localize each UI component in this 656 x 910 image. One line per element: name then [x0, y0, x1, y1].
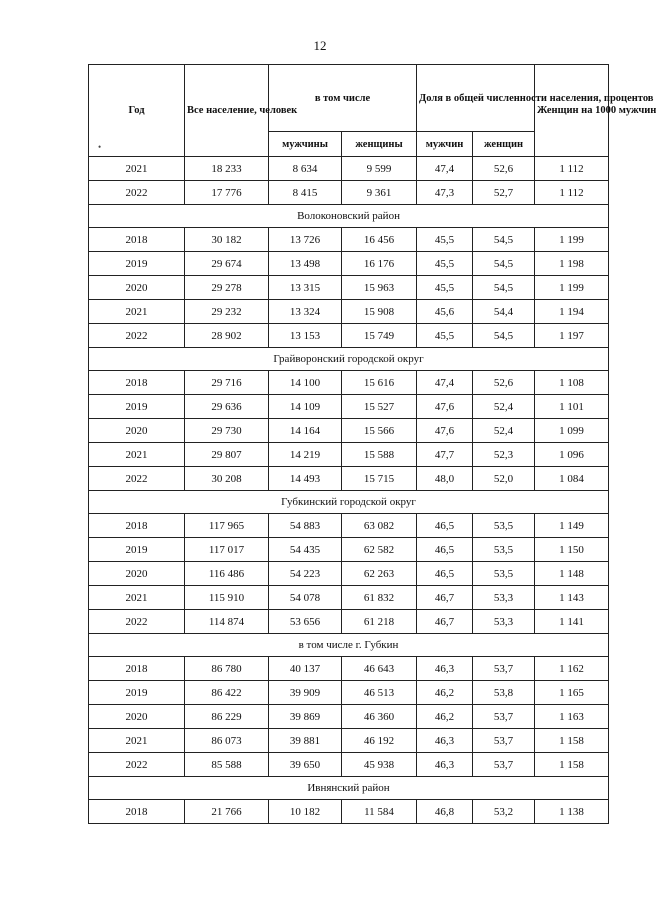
- section-header-row: [89, 205, 609, 228]
- men-share-cell: 45,5: [417, 228, 473, 252]
- women-per-1000-cell: 1 158: [535, 753, 609, 777]
- table-row: [89, 300, 609, 324]
- header-men: мужчины: [269, 132, 342, 157]
- year-cell: 2022: [89, 753, 185, 777]
- table-header: [89, 65, 656, 157]
- year-cell: 2019: [89, 395, 185, 419]
- men-cell: 39 909: [269, 681, 342, 705]
- total-cell: 115 910: [185, 586, 269, 610]
- section-title: в том числе г. Губкин: [89, 634, 609, 657]
- women-per-1000-cell: 1 199: [535, 228, 609, 252]
- year-cell: 2021: [89, 586, 185, 610]
- section-header-row: [89, 348, 609, 371]
- table-row: [89, 371, 609, 395]
- women-cell: 46 360: [342, 705, 417, 729]
- women-share-cell: 52,4: [473, 395, 535, 419]
- table-row: [89, 586, 609, 610]
- women-cell: 62 263: [342, 562, 417, 586]
- men-share-cell: 46,8: [417, 800, 473, 824]
- women-per-1000-cell: 1 138: [535, 800, 609, 824]
- women-cell: 16 456: [342, 228, 417, 252]
- men-share-cell: 45,6: [417, 300, 473, 324]
- year-cell: 2021: [89, 157, 185, 181]
- men-cell: 54 223: [269, 562, 342, 586]
- header-including: в том числе: [269, 65, 417, 132]
- women-share-cell: 53,7: [473, 705, 535, 729]
- men-share-cell: 46,5: [417, 562, 473, 586]
- women-per-1000-cell: 1 158: [535, 729, 609, 753]
- men-share-cell: 46,5: [417, 514, 473, 538]
- women-per-1000-cell: 1 199: [535, 276, 609, 300]
- women-share-cell: 52,7: [473, 181, 535, 205]
- year-cell: 2021: [89, 300, 185, 324]
- table-row: [89, 705, 609, 729]
- men-cell: 14 219: [269, 443, 342, 467]
- women-share-cell: 54,5: [473, 252, 535, 276]
- total-cell: 29 278: [185, 276, 269, 300]
- year-cell: 2020: [89, 705, 185, 729]
- year-cell: 2019: [89, 252, 185, 276]
- men-cell: 53 656: [269, 610, 342, 634]
- table-row: [89, 562, 609, 586]
- men-share-cell: 46,2: [417, 681, 473, 705]
- year-cell: 2018: [89, 371, 185, 395]
- section-title: Грайворонский городской округ: [89, 348, 609, 371]
- year-cell: 2022: [89, 610, 185, 634]
- women-cell: 16 176: [342, 252, 417, 276]
- women-per-1000-cell: 1 099: [535, 419, 609, 443]
- women-cell: 9 599: [342, 157, 417, 181]
- total-cell: 86 780: [185, 657, 269, 681]
- women-cell: 9 361: [342, 181, 417, 205]
- total-cell: 85 588: [185, 753, 269, 777]
- table-row: [89, 276, 609, 300]
- women-cell: 11 584: [342, 800, 417, 824]
- table-row: [89, 157, 609, 181]
- table-row: [89, 395, 609, 419]
- header-men-share: мужчин: [417, 132, 473, 157]
- men-share-cell: 46,2: [417, 705, 473, 729]
- total-cell: 29 730: [185, 419, 269, 443]
- table-row: [89, 681, 609, 705]
- women-cell: 45 938: [342, 753, 417, 777]
- header-share: Доля в общей численности населения, процентов: [417, 65, 535, 132]
- women-share-cell: 52,6: [473, 157, 535, 181]
- header-women-per-1000: Женщин на 1000 мужчин: [535, 65, 609, 157]
- total-cell: 86 229: [185, 705, 269, 729]
- women-cell: 63 082: [342, 514, 417, 538]
- men-cell: 54 435: [269, 538, 342, 562]
- men-share-cell: 47,3: [417, 181, 473, 205]
- men-cell: 14 100: [269, 371, 342, 395]
- women-cell: 46 513: [342, 681, 417, 705]
- page-number: 12: [313, 38, 327, 53]
- men-cell: 54 078: [269, 586, 342, 610]
- year-cell: 2021: [89, 729, 185, 753]
- total-cell: 29 807: [185, 443, 269, 467]
- section-title: Ивнянский район: [89, 777, 609, 800]
- table-row: [89, 419, 609, 443]
- women-share-cell: 54,5: [473, 276, 535, 300]
- year-cell: 2018: [89, 657, 185, 681]
- women-share-cell: 54,5: [473, 228, 535, 252]
- women-per-1000-cell: 1 165: [535, 681, 609, 705]
- women-share-cell: 53,2: [473, 800, 535, 824]
- men-cell: 13 315: [269, 276, 342, 300]
- table-body: [89, 157, 609, 824]
- men-share-cell: 46,3: [417, 729, 473, 753]
- women-per-1000-cell: 1 198: [535, 252, 609, 276]
- total-cell: 29 716: [185, 371, 269, 395]
- total-cell: 17 776: [185, 181, 269, 205]
- men-share-cell: 47,6: [417, 395, 473, 419]
- men-cell: 10 182: [269, 800, 342, 824]
- section-header-row: [89, 491, 609, 514]
- women-share-cell: 52,0: [473, 467, 535, 491]
- women-per-1000-cell: 1 150: [535, 538, 609, 562]
- header-women: женщины: [342, 132, 417, 157]
- men-cell: 39 869: [269, 705, 342, 729]
- table-row: [89, 753, 609, 777]
- men-share-cell: 48,0: [417, 467, 473, 491]
- women-cell: 15 566: [342, 419, 417, 443]
- men-share-cell: 46,7: [417, 610, 473, 634]
- year-cell: 2019: [89, 538, 185, 562]
- men-cell: 14 493: [269, 467, 342, 491]
- women-share-cell: 54,4: [473, 300, 535, 324]
- total-cell: 117 965: [185, 514, 269, 538]
- women-cell: 15 963: [342, 276, 417, 300]
- women-cell: 61 218: [342, 610, 417, 634]
- year-cell: 2022: [89, 324, 185, 348]
- women-cell: 15 616: [342, 371, 417, 395]
- section-header-row: [89, 634, 609, 657]
- women-share-cell: 53,5: [473, 514, 535, 538]
- table-row: [89, 443, 609, 467]
- women-share-cell: 53,3: [473, 610, 535, 634]
- section-title: Волоконовский район: [89, 205, 609, 228]
- women-share-cell: 53,7: [473, 753, 535, 777]
- table-row: [89, 729, 609, 753]
- section-title: Губкинский городской округ: [89, 491, 609, 514]
- men-cell: 14 109: [269, 395, 342, 419]
- men-share-cell: 45,5: [417, 276, 473, 300]
- total-cell: 117 017: [185, 538, 269, 562]
- women-cell: 62 582: [342, 538, 417, 562]
- men-cell: 14 164: [269, 419, 342, 443]
- total-cell: 29 674: [185, 252, 269, 276]
- header-total: Все население, человек: [185, 65, 269, 157]
- women-per-1000-cell: 1 084: [535, 467, 609, 491]
- women-share-cell: 54,5: [473, 324, 535, 348]
- total-cell: 86 073: [185, 729, 269, 753]
- population-table: [88, 64, 656, 824]
- men-cell: 8 415: [269, 181, 342, 205]
- women-share-cell: 53,5: [473, 538, 535, 562]
- year-cell: 2022: [89, 467, 185, 491]
- women-cell: 15 588: [342, 443, 417, 467]
- table-row: [89, 181, 609, 205]
- women-share-cell: 53,3: [473, 586, 535, 610]
- men-cell: 39 881: [269, 729, 342, 753]
- table-row: [89, 252, 609, 276]
- table-row: [89, 657, 609, 681]
- women-cell: 15 527: [342, 395, 417, 419]
- year-cell: 2021: [89, 443, 185, 467]
- men-cell: 54 883: [269, 514, 342, 538]
- men-share-cell: 47,7: [417, 443, 473, 467]
- total-cell: 28 902: [185, 324, 269, 348]
- women-share-cell: 53,5: [473, 562, 535, 586]
- men-cell: 13 726: [269, 228, 342, 252]
- total-cell: 29 636: [185, 395, 269, 419]
- women-cell: 15 908: [342, 300, 417, 324]
- men-share-cell: 46,3: [417, 753, 473, 777]
- women-share-cell: 53,7: [473, 729, 535, 753]
- women-per-1000-cell: 1 143: [535, 586, 609, 610]
- scan-mark: •: [98, 142, 102, 152]
- total-cell: 30 208: [185, 467, 269, 491]
- women-share-cell: 53,8: [473, 681, 535, 705]
- table-row: [89, 538, 609, 562]
- women-per-1000-cell: 1 112: [535, 181, 609, 205]
- men-share-cell: 45,5: [417, 324, 473, 348]
- women-per-1000-cell: 1 096: [535, 443, 609, 467]
- women-per-1000-cell: 1 112: [535, 157, 609, 181]
- women-per-1000-cell: 1 101: [535, 395, 609, 419]
- year-cell: 2020: [89, 276, 185, 300]
- men-cell: 40 137: [269, 657, 342, 681]
- header-women-share: женщин: [473, 132, 535, 157]
- women-cell: 15 715: [342, 467, 417, 491]
- table-row: [89, 467, 609, 491]
- table-row: [89, 610, 609, 634]
- total-cell: 86 422: [185, 681, 269, 705]
- table-row: [89, 800, 609, 824]
- women-per-1000-cell: 1 197: [535, 324, 609, 348]
- men-cell: 13 498: [269, 252, 342, 276]
- men-cell: 8 634: [269, 157, 342, 181]
- total-cell: 116 486: [185, 562, 269, 586]
- men-cell: 39 650: [269, 753, 342, 777]
- women-per-1000-cell: 1 148: [535, 562, 609, 586]
- men-cell: 13 324: [269, 300, 342, 324]
- men-share-cell: 47,4: [417, 157, 473, 181]
- year-cell: 2020: [89, 562, 185, 586]
- table-row: [89, 228, 609, 252]
- year-cell: 2019: [89, 681, 185, 705]
- men-share-cell: 47,4: [417, 371, 473, 395]
- men-cell: 13 153: [269, 324, 342, 348]
- women-per-1000-cell: 1 149: [535, 514, 609, 538]
- men-share-cell: 46,7: [417, 586, 473, 610]
- women-per-1000-cell: 1 162: [535, 657, 609, 681]
- total-cell: 114 874: [185, 610, 269, 634]
- women-share-cell: 52,6: [473, 371, 535, 395]
- women-cell: 61 832: [342, 586, 417, 610]
- women-share-cell: 52,3: [473, 443, 535, 467]
- men-share-cell: 46,5: [417, 538, 473, 562]
- men-share-cell: 46,3: [417, 657, 473, 681]
- women-cell: 15 749: [342, 324, 417, 348]
- total-cell: 21 766: [185, 800, 269, 824]
- women-cell: 46 192: [342, 729, 417, 753]
- men-share-cell: 45,5: [417, 252, 473, 276]
- section-header-row: [89, 777, 609, 800]
- table-row: [89, 514, 609, 538]
- men-share-cell: 47,6: [417, 419, 473, 443]
- women-share-cell: 53,7: [473, 657, 535, 681]
- year-cell: 2018: [89, 514, 185, 538]
- women-per-1000-cell: 1 141: [535, 610, 609, 634]
- total-cell: 18 233: [185, 157, 269, 181]
- women-per-1000-cell: 1 163: [535, 705, 609, 729]
- table-row: [89, 324, 609, 348]
- year-cell: 2018: [89, 228, 185, 252]
- year-cell: 2020: [89, 419, 185, 443]
- total-cell: 29 232: [185, 300, 269, 324]
- total-cell: 30 182: [185, 228, 269, 252]
- women-cell: 46 643: [342, 657, 417, 681]
- header-year: Год: [89, 65, 185, 157]
- year-cell: 2022: [89, 181, 185, 205]
- women-per-1000-cell: 1 108: [535, 371, 609, 395]
- women-share-cell: 52,4: [473, 419, 535, 443]
- women-per-1000-cell: 1 194: [535, 300, 609, 324]
- year-cell: 2018: [89, 800, 185, 824]
